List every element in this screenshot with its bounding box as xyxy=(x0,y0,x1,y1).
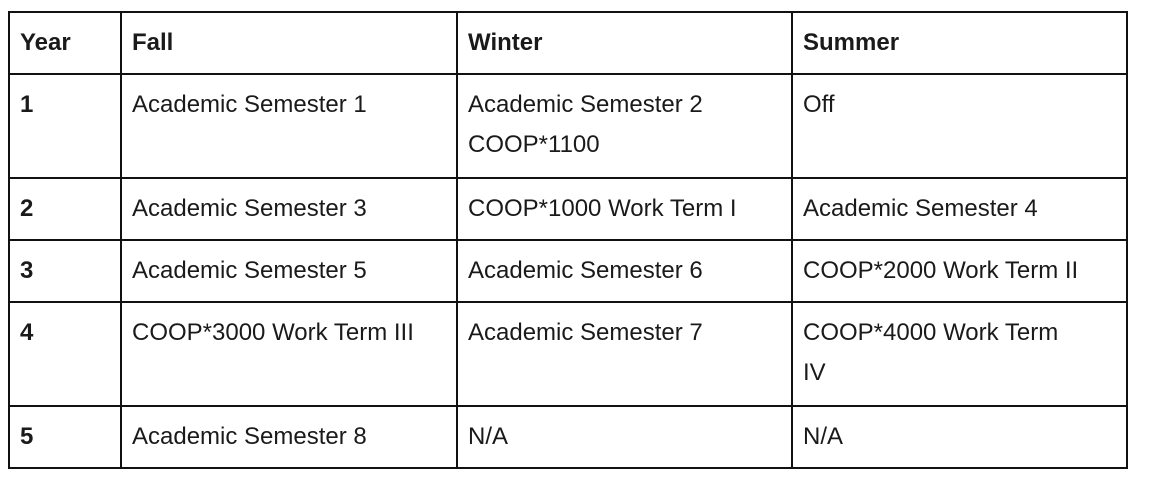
header-year: Year xyxy=(9,12,121,74)
table-row xyxy=(9,74,1127,178)
summer-cell xyxy=(792,240,1127,302)
schedule-table-container xyxy=(8,11,1128,469)
summer-cell xyxy=(792,406,1127,468)
table-row xyxy=(9,178,1127,240)
cell-line: Academic Semester 5 xyxy=(132,257,367,284)
fall-cell xyxy=(121,178,457,240)
cell-line: COOP*2000 Work Term II xyxy=(803,257,1079,284)
fall-cell xyxy=(121,240,457,302)
summer-cell xyxy=(792,302,1127,406)
cell-line: Academic Semester 7 xyxy=(468,319,703,346)
fall-cell xyxy=(121,302,457,406)
cell-line: N/A xyxy=(803,423,844,450)
cell-line: Academic Semester 2 xyxy=(468,91,703,118)
cell-line: Academic Semester 4 xyxy=(803,195,1038,222)
cell-line: N/A xyxy=(468,423,509,450)
year-cell: 1 xyxy=(9,74,121,178)
year-cell: 2 xyxy=(9,178,121,240)
table-row xyxy=(9,240,1127,302)
cell-line: Academic Semester 6 xyxy=(468,257,703,284)
winter-cell xyxy=(457,302,792,406)
winter-cell xyxy=(457,74,792,178)
cell-line: Academic Semester 3 xyxy=(132,195,367,222)
summer-cell xyxy=(792,178,1127,240)
cell-line: Off xyxy=(803,91,835,118)
cell-line: COOP*4000 Work Term xyxy=(803,319,1059,346)
cell-line: COOP*3000 Work Term III xyxy=(132,319,414,346)
cell-line: COOP*1000 Work Term I xyxy=(468,195,737,222)
header-winter: Winter xyxy=(457,12,792,74)
table-row xyxy=(9,302,1127,406)
fall-cell xyxy=(121,74,457,178)
cell-line: Academic Semester 1 xyxy=(132,91,367,118)
winter-cell xyxy=(457,240,792,302)
table-row xyxy=(9,406,1127,468)
winter-cell xyxy=(457,406,792,468)
header-summer: Summer xyxy=(792,12,1127,74)
header-fall: Fall xyxy=(121,12,457,74)
winter-cell xyxy=(457,178,792,240)
year-cell: 4 xyxy=(9,302,121,406)
cell-line: COOP*1100 xyxy=(468,131,600,158)
cell-line: IV xyxy=(803,359,826,386)
fall-cell xyxy=(121,406,457,468)
summer-cell xyxy=(792,74,1127,178)
cell-line: Academic Semester 8 xyxy=(132,423,367,450)
year-cell: 5 xyxy=(9,406,121,468)
table-header-row xyxy=(9,12,1127,74)
coop-schedule-table xyxy=(8,11,1128,469)
year-cell: 3 xyxy=(9,240,121,302)
